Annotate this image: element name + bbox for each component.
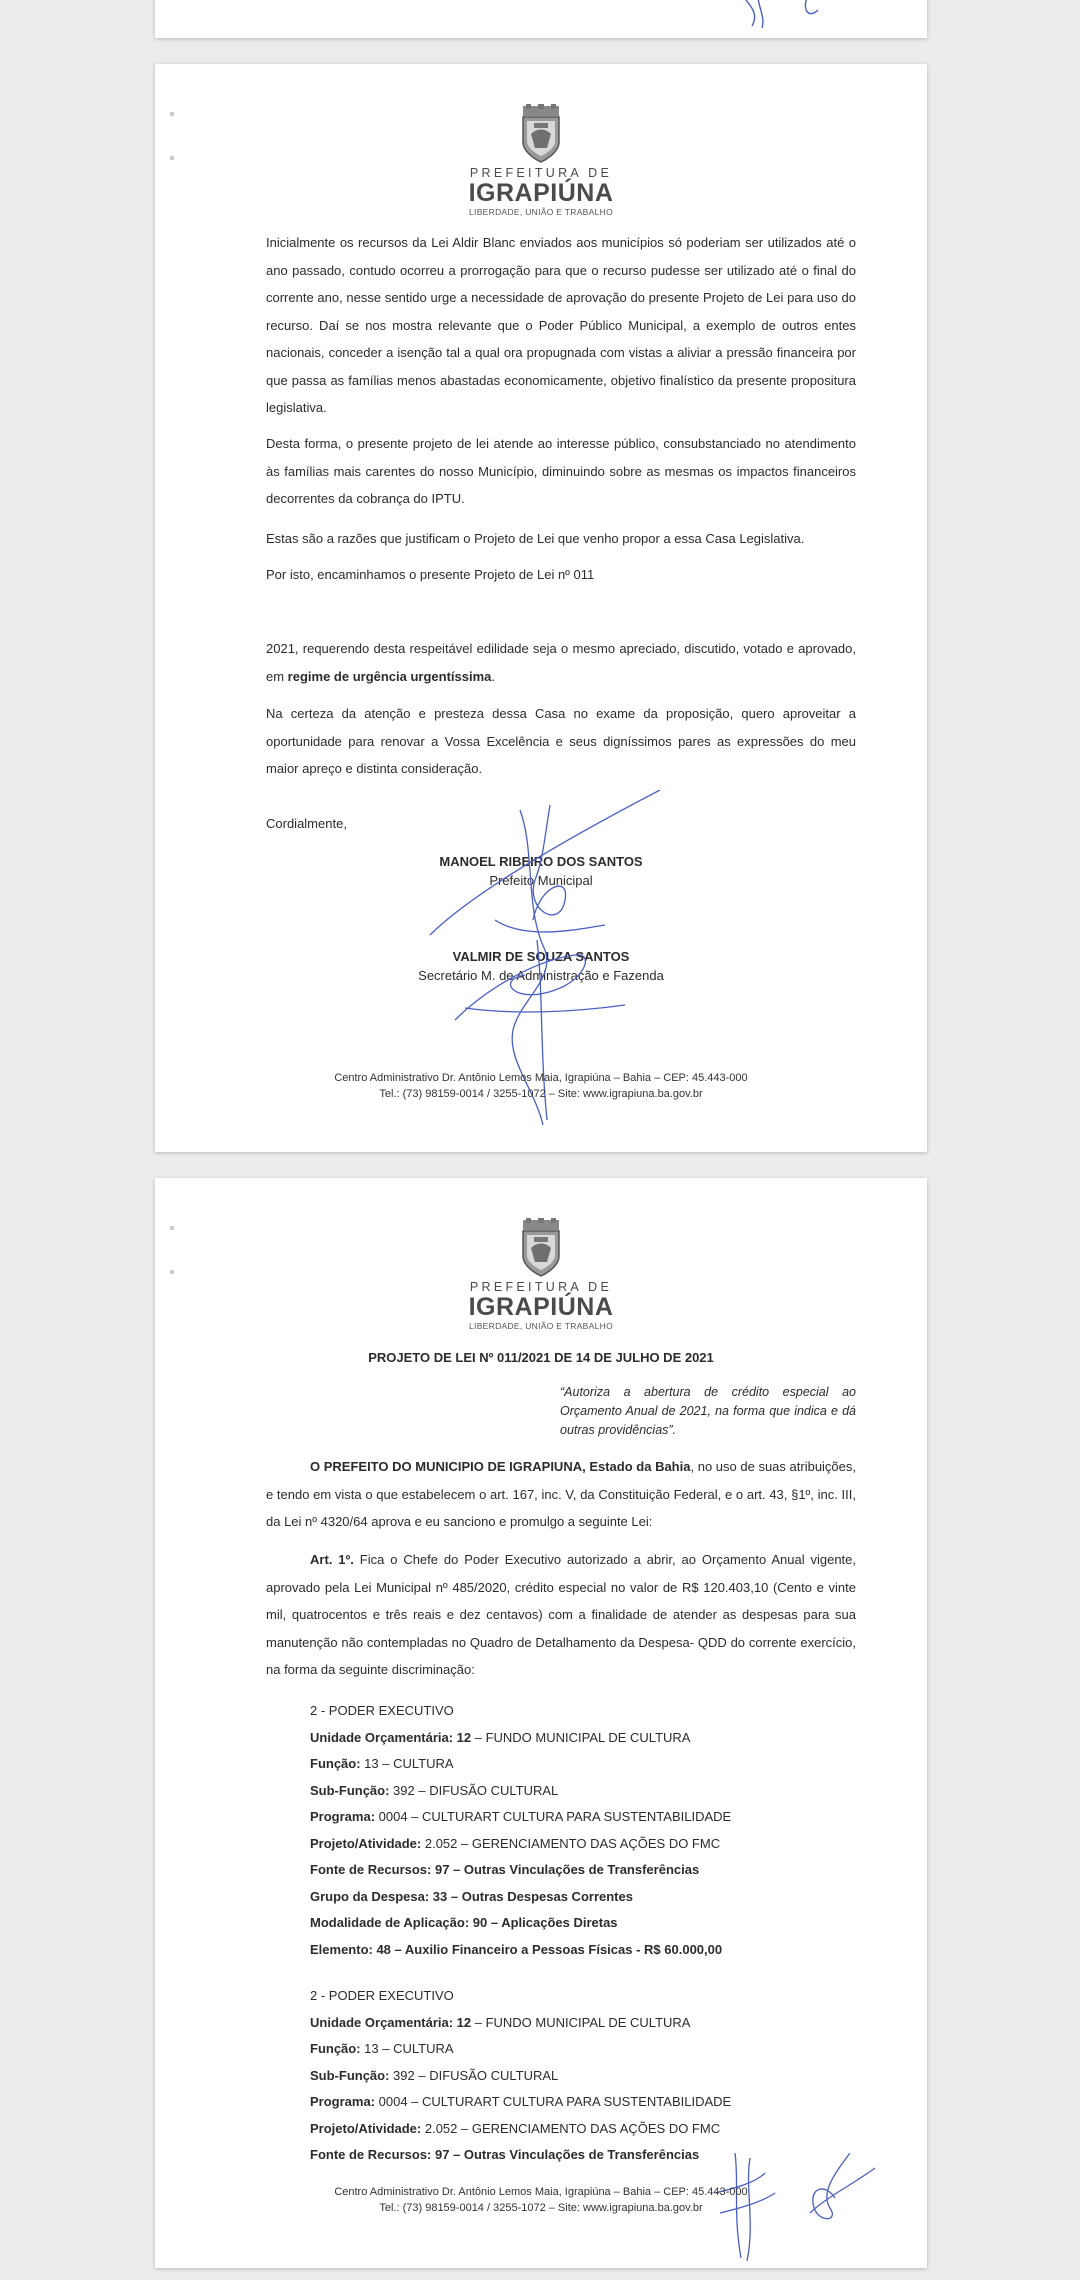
budget-line-value: 2 - PODER EXECUTIVO — [310, 1703, 454, 1718]
footer — [155, 2184, 927, 2216]
intro-paragraph — [266, 1453, 856, 1536]
article-1-label: Art. 1º. — [310, 1552, 354, 1567]
budget-line-key: Modalidade de Aplicação: 90 – Aplicações Diretas — [310, 1915, 618, 1930]
paragraph-text: . — [491, 668, 496, 684]
coat-of-arms-icon — [517, 1218, 565, 1278]
letterhead-prefeitura: PREFEITURA DE — [469, 166, 613, 180]
scan-mark — [170, 1226, 174, 1230]
budget-line — [310, 1703, 454, 1718]
signer-2-name: VALMIR DE SOUZA SANTOS — [452, 949, 630, 964]
budget-line-value: 392 – DIFUSÃO CULTURAL — [389, 1782, 559, 1798]
budget-line — [310, 1730, 690, 1745]
budget-line-key: Unidade Orçamentária: 12 — [310, 2014, 472, 2030]
budget-line-key: Unidade Orçamentária: 12 — [310, 1729, 472, 1745]
budget-line-key: Programa: — [310, 2094, 376, 2109]
budget-line — [310, 2121, 720, 2136]
budget-line-key: Fonte de Recursos: 97 – Outras Vinculações de Transferências — [310, 2147, 700, 2162]
footer — [155, 1070, 927, 1102]
budget-line-key: Fonte de Recursos: 97 – Outras Vinculações de Transferências — [310, 1862, 700, 1877]
budget-line-value: – FUNDO MUNICIPAL DE CULTURA — [471, 1729, 691, 1745]
budget-line-key: Função: — [310, 2041, 361, 2056]
budget-line-key: Elemento: 48 – Auxilio Financeiro a Pessoas Físicas - R$ 60.000,00 — [310, 1941, 723, 1957]
paragraph: Por isto, encaminhamos o presente Projeto de Lei nº 011 — [266, 567, 595, 582]
ementa: “Autoriza a abertura de crédito especial ao Orçamento Anual de 2021, na forma que indica e dá outras providências”. — [560, 1385, 856, 1437]
budget-line — [310, 1988, 454, 2003]
budget-line — [310, 1756, 454, 1771]
urgency-regime: regime de urgência urgentíssima — [287, 668, 492, 684]
article-1-text: Fica o Chefe do Poder Executivo autorizado a abrir, ao Orçamento Anual vigente, aprovado pela Lei Municipal nº 485/2020, crédito especial no valor de R$ 120.403,10 (Cento e vinte mil, quatrocentos e três reais e dez centavos) com a finalidade de atender as despesas para sua manutenção não contempladas no Quadro de Detalhamento da Despesa- QDD do corrente exercício, na forma da seguinte discriminação: — [266, 1552, 857, 1677]
budget-line — [310, 1809, 731, 1824]
letterhead-motto: LIBERDADE, UNIÃO E TRABALHO — [469, 207, 613, 217]
intro-bold: O PREFEITO DO MUNICIPIO DE IGRAPIUNA, Estado da Bahia — [310, 1459, 691, 1474]
paragraph: Estas são a razões que justificam o Projeto de Lei que venho propor a essa Casa Legislativa. — [266, 531, 805, 546]
budget-line-key: Grupo da Despesa: 33 – Outras Despesas Correntes — [310, 1888, 633, 1904]
budget-line — [310, 2068, 558, 2083]
budget-line-key: Sub-Função: — [310, 1782, 390, 1798]
law-title: PROJETO DE LEI Nº 011/2021 DE 14 DE JULHO DE 2021 — [368, 1350, 714, 1365]
budget-line — [310, 2015, 690, 2030]
coat-of-arms-icon — [517, 104, 565, 164]
budget-line-value: – FUNDO MUNICIPAL DE CULTURA — [471, 2014, 691, 2030]
budget-line — [310, 2094, 731, 2109]
budget-line — [310, 1836, 720, 1851]
closing: Cordialmente, — [266, 816, 347, 831]
budget-line — [310, 1942, 722, 1957]
budget-line-key: Projeto/Atividade: — [310, 1835, 422, 1851]
document-page-1 — [155, 64, 927, 1152]
footer-contact: Tel.: (73) 98159-0014 / 3255-1072 – Site: www.igrapiuna.ba.gov.br — [379, 1088, 703, 1100]
document-page-previous — [155, 0, 927, 38]
budget-line — [310, 1915, 618, 1930]
letterhead — [155, 1280, 927, 1331]
signer-2-title: Secretário M. de Administração e Fazenda — [418, 968, 664, 983]
budget-line-key: Sub-Função: — [310, 2067, 390, 2083]
scan-mark — [170, 1270, 174, 1274]
paragraph-text: 2021, requerendo desta respeitável edilidade seja o mesmo apreciado, discutido, votado e aprovado, em — [266, 641, 856, 684]
intro-text: , no uso de suas atribuições, e tendo em vista o que estabelecem o art. 167, inc. V, da Constituição Federal, e o art. 43, §1º, inc. III, da Lei nº 4320/64 aprova e eu sanciono e promulgo a seguinte Lei: — [266, 1459, 857, 1529]
budget-line-value: 2.052 – GERENCIAMENTO DAS AÇÕES DO FMC — [421, 1835, 721, 1851]
budget-line-value: 0004 – CULTURART CULTURA PARA SUSTENTABILIDADE — [375, 2094, 732, 2109]
budget-line-value: 13 – CULTURA — [360, 1756, 454, 1771]
scan-mark — [170, 156, 174, 160]
signer-1-name: MANOEL RIBEIRO DOS SANTOS — [439, 854, 643, 869]
footer-contact: Tel.: (73) 98159-0014 / 3255-1072 – Site: www.igrapiuna.ba.gov.br — [379, 2202, 703, 2214]
budget-line-value: 13 – CULTURA — [360, 2041, 454, 2056]
budget-line-value: 2 - PODER EXECUTIVO — [310, 1988, 454, 2003]
article-1 — [266, 1546, 856, 1684]
paragraph: Desta forma, o presente projeto de lei atende ao interesse público, consubstanciado no atendimento às famílias mais carentes do nosso Município, diminuindo sobre as mesmas os impactos financeiros decorrentes da cobrança do IPTU. — [266, 436, 856, 506]
budget-line — [310, 1862, 699, 1877]
scan-mark — [170, 112, 174, 116]
paragraph-urgency — [266, 635, 856, 690]
letterhead-motto: LIBERDADE, UNIÃO E TRABALHO — [469, 1321, 613, 1331]
letterhead-prefeitura: PREFEITURA DE — [469, 1280, 613, 1294]
budget-line-key: Programa: — [310, 1809, 376, 1824]
document-page-2 — [155, 1178, 927, 2268]
budget-line — [310, 2147, 699, 2162]
footer-address: Centro Administrativo Dr. Antônio Lemos Maia, Igrapiúna – Bahia – CEP: 45.443-000 — [334, 1072, 748, 1084]
signer-1-title: Prefeito Municipal — [489, 873, 593, 888]
budget-line-key: Função: — [310, 1756, 361, 1771]
letterhead — [155, 166, 927, 217]
paragraph: Na certeza da atenção e presteza dessa Casa no exame da proposição, quero aproveitar a oportunidade para renovar a Vossa Excelência e seus digníssimos pares as expressões do meu maior apreço e distinta consideração. — [266, 706, 856, 776]
budget-line-value: 2.052 – GERENCIAMENTO DAS AÇÕES DO FMC — [421, 2120, 721, 2136]
budget-line-value: 0004 – CULTURART CULTURA PARA SUSTENTABILIDADE — [375, 1809, 732, 1824]
paragraph: Inicialmente os recursos da Lei Aldir Blanc enviados aos municípios só poderiam ser utilizados até o ano passado, contudo ocorreu a prorrogação para que o recurso pudesse ser utilizado até o final do corrente ano, nesse sentido urge a necessidade de aprovação do presente Projeto de Lei para uso do recurso. Daí se nos mostra relevante que o Poder Público Municipal, a exemplo de outros entes nacionais, conceder a isenção tal a qual ora propugnada com vistas a aliviar a pressão financeira por que passa as famílias menos abastadas economicamente, objetivo finalístico da presente propositura legislativa. — [266, 235, 856, 415]
footer-address: Centro Administrativo Dr. Antônio Lemos Maia, Igrapiúna – Bahia – CEP: 45.443-000 — [334, 2186, 748, 2198]
budget-line — [310, 1889, 633, 1904]
budget-line — [310, 1783, 558, 1798]
budget-line-value: 392 – DIFUSÃO CULTURAL — [389, 2067, 559, 2083]
signature-icon — [730, 0, 850, 30]
budget-line-key: Projeto/Atividade: — [310, 2120, 422, 2136]
letterhead-name: IGRAPIÚNA — [468, 1293, 614, 1321]
letterhead-name: IGRAPIÚNA — [468, 179, 614, 207]
budget-line — [310, 2041, 454, 2056]
